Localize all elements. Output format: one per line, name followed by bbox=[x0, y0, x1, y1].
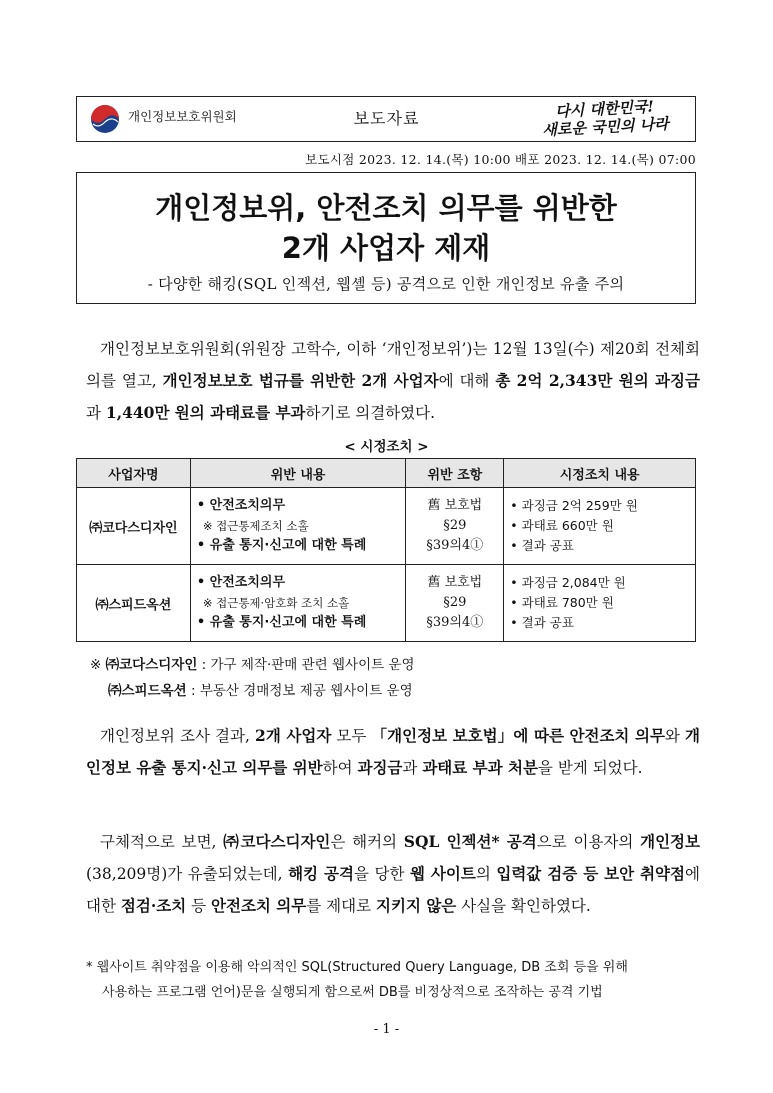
measure-item: • 결과 공표 bbox=[510, 538, 574, 553]
violation-note: ※ 접근통제조치 소홀 bbox=[202, 519, 309, 533]
text-bold: SQL 인젝션* 공격 bbox=[403, 832, 537, 851]
law-text: 舊 보호법 bbox=[427, 575, 483, 590]
law-text: §39의4① bbox=[426, 538, 484, 553]
measure-cell bbox=[504, 565, 696, 642]
law-text: §29 bbox=[443, 518, 467, 533]
text-bold: 개인정보 bbox=[640, 832, 701, 851]
measure-item: • 과태료 660만 원 bbox=[510, 518, 614, 533]
text: 과 bbox=[86, 404, 106, 422]
violation-item: • 유출 통지·신고에 대한 특례 bbox=[196, 538, 367, 553]
release-dates: 보도시점 2023. 12. 14.(목) 10:00 배포 2023. 12. 14.(목) 07:00 bbox=[305, 152, 696, 167]
text: 에 대한 bbox=[86, 865, 700, 915]
title-line-2: 2개 사업자 제재 bbox=[281, 231, 491, 265]
column-header: 위반 내용 bbox=[190, 459, 406, 488]
text-bold: 지키지 않은 bbox=[376, 896, 457, 915]
title-line-1: 개인정보위, 안전조치 의무를 위반한 bbox=[155, 191, 617, 225]
press-release-label: 보도자료 bbox=[353, 109, 420, 128]
violation-item: • 안전조치의무 bbox=[196, 575, 285, 590]
measure-item: • 과징금 2억 259만 원 bbox=[510, 498, 638, 513]
note-text: : 가구 제작·판매 관련 웹사이트 운영 bbox=[197, 657, 415, 673]
violation-cell bbox=[190, 565, 406, 642]
table-header-row bbox=[77, 459, 696, 488]
text: 등 bbox=[186, 897, 211, 915]
text: 개인정보보호위원회(위원장 고학수, 이하 ‘개인정보위’)는 12월 13일(수) 제20회 전체회의를 열고, bbox=[86, 340, 700, 390]
table-row bbox=[77, 488, 696, 565]
text: (38,209명)가 유출되었는데, bbox=[86, 865, 289, 883]
law-cell bbox=[406, 565, 504, 642]
subtitle: - 다양한 해킹(SQL 인젝션, 웹셸 등) 공격으로 인한 개인정보 유출 주의 bbox=[147, 275, 625, 293]
text-bold: 과태료 부과 처분 bbox=[422, 758, 538, 777]
text: 은 해커의 bbox=[330, 833, 404, 851]
company-note-1 bbox=[90, 653, 415, 673]
table-caption: < 시정조치 > bbox=[344, 439, 429, 455]
text: 을 당한 bbox=[353, 865, 410, 883]
text-bold: ㈜코다스디자인 bbox=[223, 832, 331, 851]
text-bold: 점검·조치 bbox=[120, 896, 187, 915]
text-bold: 해킹 공격 bbox=[288, 864, 354, 883]
text-bold: 「개인정보 보호법」에 따른 안전조치 의무 bbox=[371, 726, 665, 745]
text: 하여 bbox=[322, 759, 358, 777]
corrective-measures-table bbox=[76, 458, 696, 642]
law-text: 舊 보호법 bbox=[427, 498, 483, 513]
paragraph-2 bbox=[86, 720, 700, 784]
org-name: 개인정보보호위원회 bbox=[128, 109, 237, 124]
paragraph-3 bbox=[86, 826, 700, 922]
footnote-line-1: * 웹사이트 취약점을 이용해 악의적인 SQL(Structured Query Language, DB 조회 등을 위해 bbox=[86, 960, 628, 975]
violation-item: • 안전조치의무 bbox=[196, 498, 285, 513]
violation-note: ※ 접근통제·암호화 조치 소홀 bbox=[202, 596, 350, 610]
note-company: ㈜스피드옥션 bbox=[108, 683, 187, 699]
text-bold: 안전조치 의무 bbox=[211, 896, 307, 915]
text-bold: 과징금 bbox=[357, 758, 403, 777]
text-bold: 1,440만 원의 과태료를 부과 bbox=[105, 403, 306, 422]
text: 모두 bbox=[331, 727, 372, 745]
measure-item: • 과태료 780만 원 bbox=[510, 595, 614, 610]
text: 와 bbox=[664, 727, 686, 745]
measure-cell bbox=[504, 488, 696, 565]
footnote bbox=[86, 955, 706, 1005]
law-text: §39의4① bbox=[426, 615, 484, 630]
page-number: - 1 - bbox=[373, 1022, 400, 1037]
text: 구체적으로 보면, bbox=[100, 833, 224, 851]
column-header: 시정조치 내용 bbox=[504, 459, 696, 488]
note-mark: ※ bbox=[90, 657, 106, 673]
text: 에 대해 bbox=[438, 372, 496, 390]
measure-item: • 과징금 2,084만 원 bbox=[510, 575, 626, 590]
measure-item: • 결과 공표 bbox=[510, 615, 574, 630]
company-name: ㈜코다스디자인 bbox=[77, 488, 191, 565]
company-note-2 bbox=[108, 679, 413, 699]
text: 을 받게 되었다. bbox=[537, 759, 643, 777]
text-bold: 개인정보 유출 통지·신고 의무를 위반 bbox=[86, 726, 700, 777]
text: 하기로 의결하였다. bbox=[305, 404, 436, 422]
company-name: ㈜스피드옥션 bbox=[77, 565, 191, 642]
slogan-line-2: 새로운 국민의 나라 bbox=[541, 114, 670, 140]
text: 과 bbox=[402, 759, 423, 777]
violation-cell bbox=[190, 488, 406, 565]
text: 으로 이용자의 bbox=[536, 833, 641, 851]
text-bold: 2개 사업자 bbox=[255, 726, 332, 745]
table-row bbox=[77, 565, 696, 642]
paragraph-1 bbox=[86, 334, 700, 429]
text: 의 bbox=[475, 865, 497, 883]
footnote-line-2: 사용하는 프로그램 언어)문을 실행되게 함으로써 DB를 비정상적으로 조작하는 공격 기법 bbox=[102, 985, 603, 1000]
text: 개인정보위 조사 결과, bbox=[100, 727, 256, 745]
text: 를 제대로 bbox=[306, 897, 376, 915]
column-header: 사업자명 bbox=[77, 459, 191, 488]
text: 사실을 확인하였다. bbox=[456, 897, 591, 915]
text-bold: 개인정보보호 법규를 위반한 2개 사업자 bbox=[162, 371, 439, 390]
note-text: : 부동산 경매정보 제공 웹사이트 운영 bbox=[186, 683, 413, 699]
text-bold: 입력값 검증 등 보안 취약점 bbox=[496, 864, 686, 883]
text-bold: 웹 사이트 bbox=[409, 864, 476, 883]
slogan-line-1: 다시 대한민국! bbox=[554, 97, 655, 121]
law-text: §29 bbox=[443, 595, 467, 610]
violation-item: • 유출 통지·신고에 대한 특례 bbox=[196, 615, 367, 630]
text-bold: 총 2억 2,343만 원의 과징금 bbox=[495, 371, 700, 390]
law-cell bbox=[406, 488, 504, 565]
column-header: 위반 조항 bbox=[406, 459, 504, 488]
note-company: ㈜코다스디자인 bbox=[105, 657, 198, 673]
